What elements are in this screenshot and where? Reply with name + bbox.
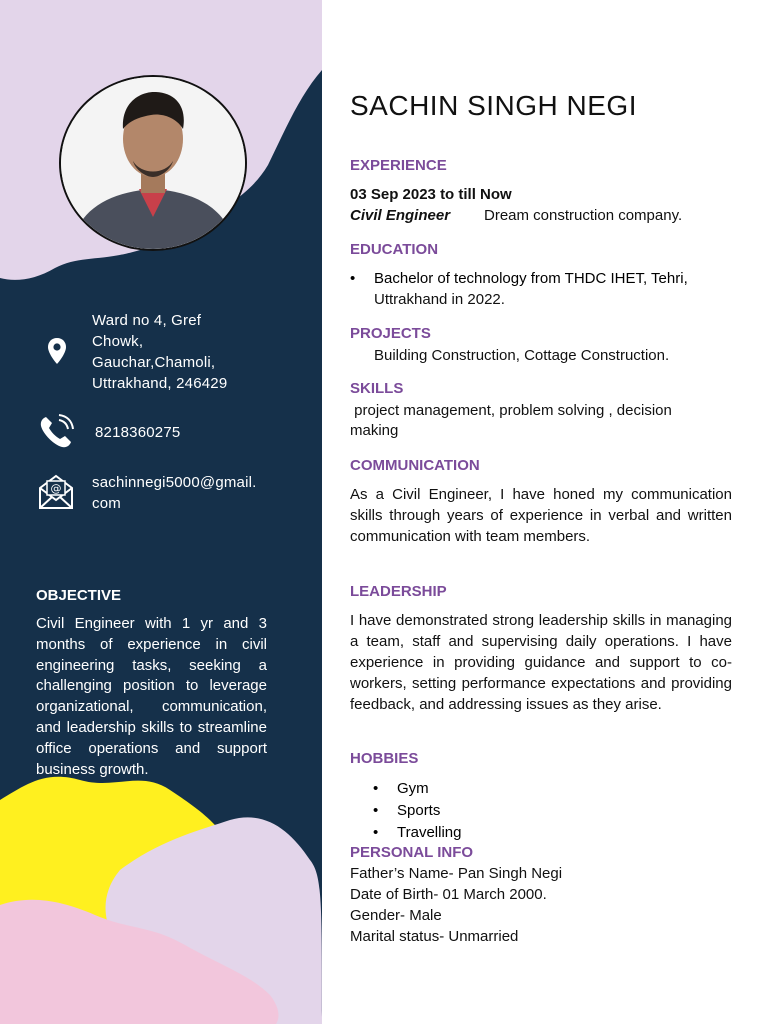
projects-title: PROJECTS [350,325,431,342]
communication-text: As a Civil Engineer, I have honed my communication skills through years of experience in verbal and written communication with team members. [350,486,732,545]
address-line: Ward no 4, Gref [92,312,202,329]
experience-role: Civil Engineer [350,207,451,224]
phone-icon [38,414,74,450]
personal-info-title: PERSONAL INFO [350,844,474,861]
skills-title: SKILLS [350,380,404,397]
father-name: Father’s Name- Pan Singh Negi [350,865,563,882]
marital-status: Marital status- Unmarried [350,928,519,945]
hobby-item: • Sports [397,800,440,821]
objective-title: OBJECTIVE [36,587,122,604]
phone-number[interactable]: 8218360275 [95,424,181,441]
experience-title: EXPERIENCE [350,157,447,174]
gender: Gender- Male [350,907,442,924]
email-line: com [92,495,121,512]
email-line: sachinnegi5000@gmail. [92,474,257,491]
person-avatar-icon [61,77,245,249]
profile-photo [59,75,247,251]
email-address[interactable] [92,472,257,514]
address-line: Gauchar,Chamoli, [92,354,216,371]
sidebar [0,0,322,1024]
education-item-continued: Uttrakhand in 2022. [374,291,505,308]
leadership-text: I have demonstrated strong leadership skills in managing a team, staff and supervising daily operations. I have experience in providing guidance and support to co-workers, setting performance expectations and providing feedback, and addressing issues as they arise. [350,612,732,713]
address-line: Uttrakhand, 246429 [92,375,228,392]
education-item: • Bachelor of technology from THDC IHET, Tehri, [374,268,688,289]
projects-text: Building Construction, Cottage Construction. [374,347,670,364]
leadership-title: LEADERSHIP [350,583,447,600]
date-of-birth: Date of Birth- 01 March 2000. [350,886,547,903]
experience-company: Dream construction company. [484,207,683,224]
education-title: EDUCATION [350,241,439,258]
objective-text: Civil Engineer with 1 yr and 3 months of experience in civil engineering tasks, seeking a challenging position to leverage organizational, communication, and leadership skills to streamline office operations and support business growth. [36,615,267,778]
skills-line: making [350,422,399,439]
address-line: Chowk, [92,333,144,350]
hobby-item: • Gym [397,778,429,799]
email-icon [38,474,74,510]
candidate-name: SACHIN SINGH NEGI [350,90,637,121]
hobby-item: • Travelling [397,822,461,843]
address-text [92,310,227,394]
communication-title: COMMUNICATION [350,457,480,474]
experience-date: 03 Sep 2023 to till Now [350,186,512,203]
skills-line: project management, problem solving , decision [350,402,672,419]
location-pin-icon [47,337,67,365]
hobbies-title: HOBBIES [350,750,419,767]
svg-text:@: @ [50,482,62,495]
